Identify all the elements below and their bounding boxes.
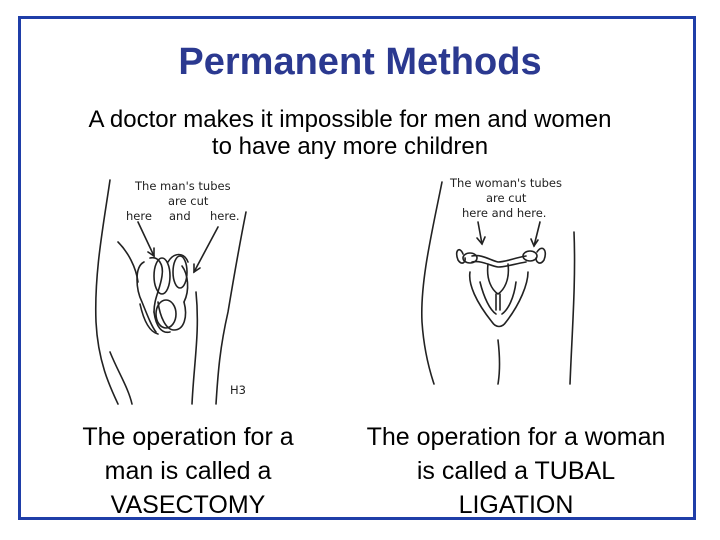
subtitle-line-2: to have any more children: [211, 133, 489, 160]
slide-subtitle: [30, 106, 670, 160]
annotation-man-line-4: and: [169, 209, 191, 223]
caption-man-line-1: The operation for a: [82, 423, 294, 451]
annotation-man-line-5: here.: [210, 209, 240, 223]
annotation-man-line-3: here: [126, 209, 152, 223]
caption-woman-line-3: LIGATION: [458, 491, 574, 519]
male-anatomy-drawing: [88, 172, 258, 407]
caption-woman-line-1: The operation for a woman: [366, 423, 666, 451]
female-anatomy-drawing: [410, 172, 590, 387]
caption-tubal-ligation: [340, 420, 692, 522]
annotation-man-line-1: The man's tubes: [135, 179, 231, 193]
vasectomy-illustration: [88, 172, 258, 407]
slide-title: Permanent Methods: [178, 41, 542, 83]
tubal-ligation-illustration: [410, 172, 590, 387]
annotation-man-line-2: are cut: [168, 194, 209, 208]
annotation-woman-line-1: The woman's tubes: [450, 176, 562, 190]
caption-man-line-3: VASECTOMY: [110, 491, 266, 519]
caption-vasectomy: [38, 420, 338, 522]
caption-man-line-2: man is called a: [104, 457, 272, 485]
artist-signature: H3: [230, 383, 246, 397]
annotation-woman-line-2: are cut: [486, 191, 527, 205]
annotation-woman-line-3: here and here.: [462, 206, 547, 220]
caption-woman-line-2: is called a TUBAL: [416, 457, 616, 485]
subtitle-line-1: A doctor makes it impossible for men and women: [88, 106, 612, 133]
